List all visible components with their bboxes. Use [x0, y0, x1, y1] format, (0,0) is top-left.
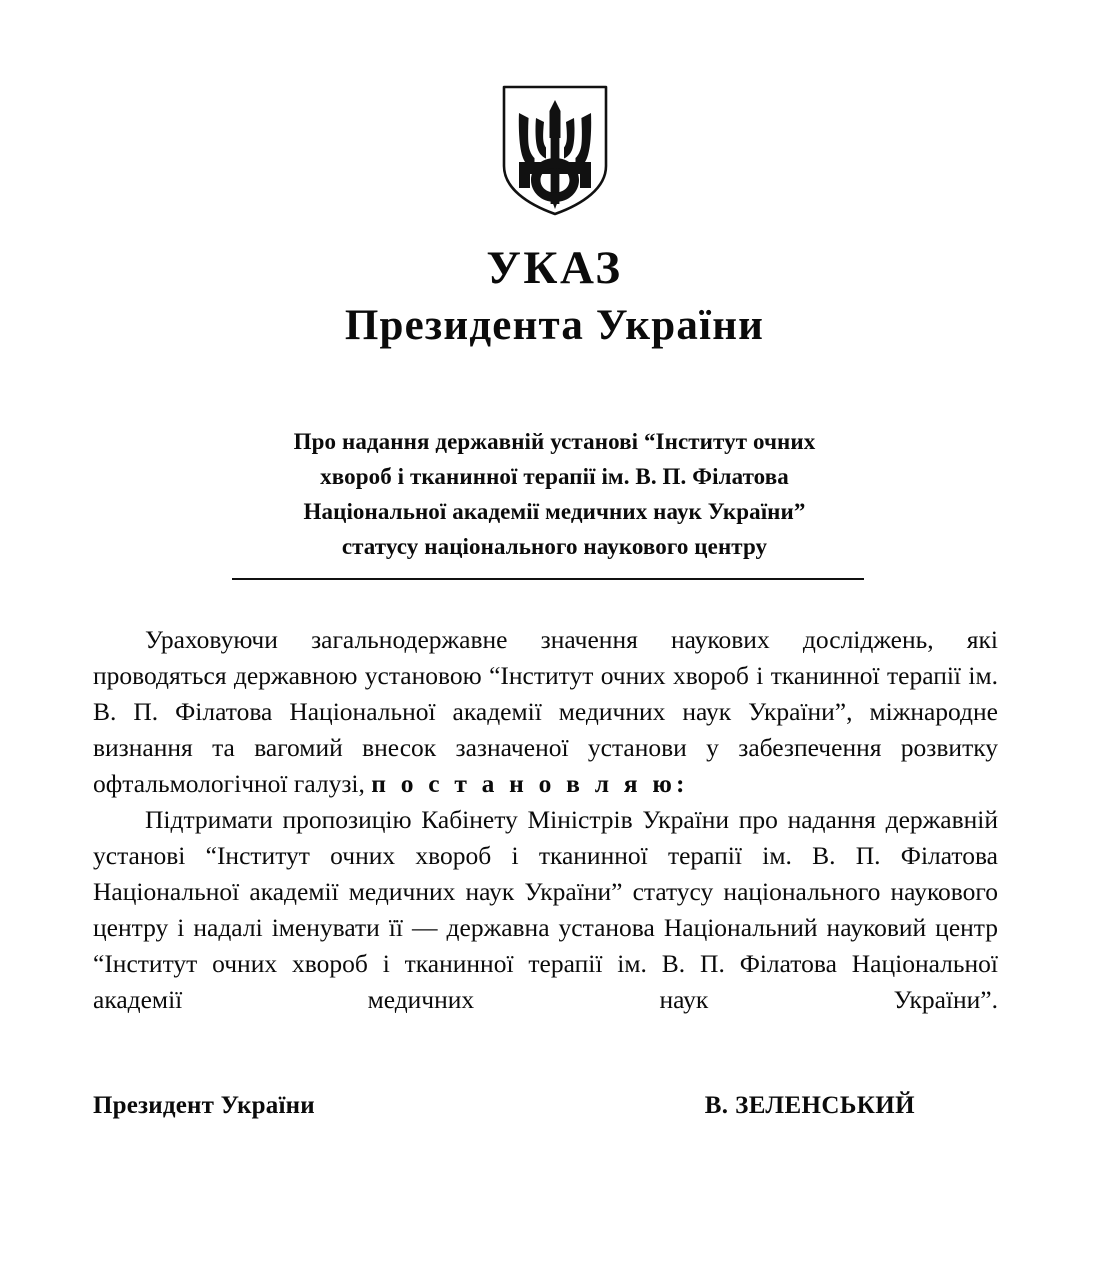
ukraine-coat-of-arms-icon [501, 84, 609, 217]
paragraph-operative-text: Підтримати пропозицію Кабінету Міністрів України про надання державній установі “Інститут очних хвороб і тканинної терапії ім. В. П. Філатова Національної академії медичних наук України” статусу національного наукового центру і надалі іменувати її — державна установа Національний науковий центр “Інститут очних хвороб і тканинної терапії ім. В. П. Філатова Національної академії медичних наук України”. [93, 805, 998, 1014]
signature-block [93, 1092, 915, 1120]
coat-of-arms-container [0, 84, 1109, 217]
decree-subject [205, 424, 905, 564]
horizontal-divider [232, 578, 864, 580]
paragraph-operative [93, 802, 998, 1054]
page-title: УКАЗ [486, 242, 623, 294]
decree-body [93, 622, 998, 1054]
subject-line-2: хвороб і тканинної терапії ім. В. П. Філатова [320, 464, 789, 489]
signatory-role: Президент України [93, 1092, 315, 1119]
page-subtitle: Президента України [344, 301, 765, 349]
subject-line-1: Про надання державній установі “Інститут очних [293, 429, 816, 454]
paragraph-preamble [93, 622, 998, 802]
paragraph-preamble-text: Ураховуючи загальнодержавне значення наукових досліджень, які проводяться державною установою “Інститут очних хвороб і тканинної терапії ім. В. П. Філатова Національної академії медичних наук України”, міжнародне визнання та вагомий внесок зазначеної установи у забезпечення розвитку офтальмологічної галузі, [93, 625, 998, 798]
subject-line-3: Національної академії медичних наук України” [303, 499, 806, 524]
subject-line-4: статусу національного наукового центру [341, 534, 768, 559]
signatory-name: В. ЗЕЛЕНСЬКИЙ [704, 1092, 915, 1119]
document-title-block [0, 244, 1109, 351]
enactment-clause: п о с т а н о в л я ю: [371, 769, 689, 798]
